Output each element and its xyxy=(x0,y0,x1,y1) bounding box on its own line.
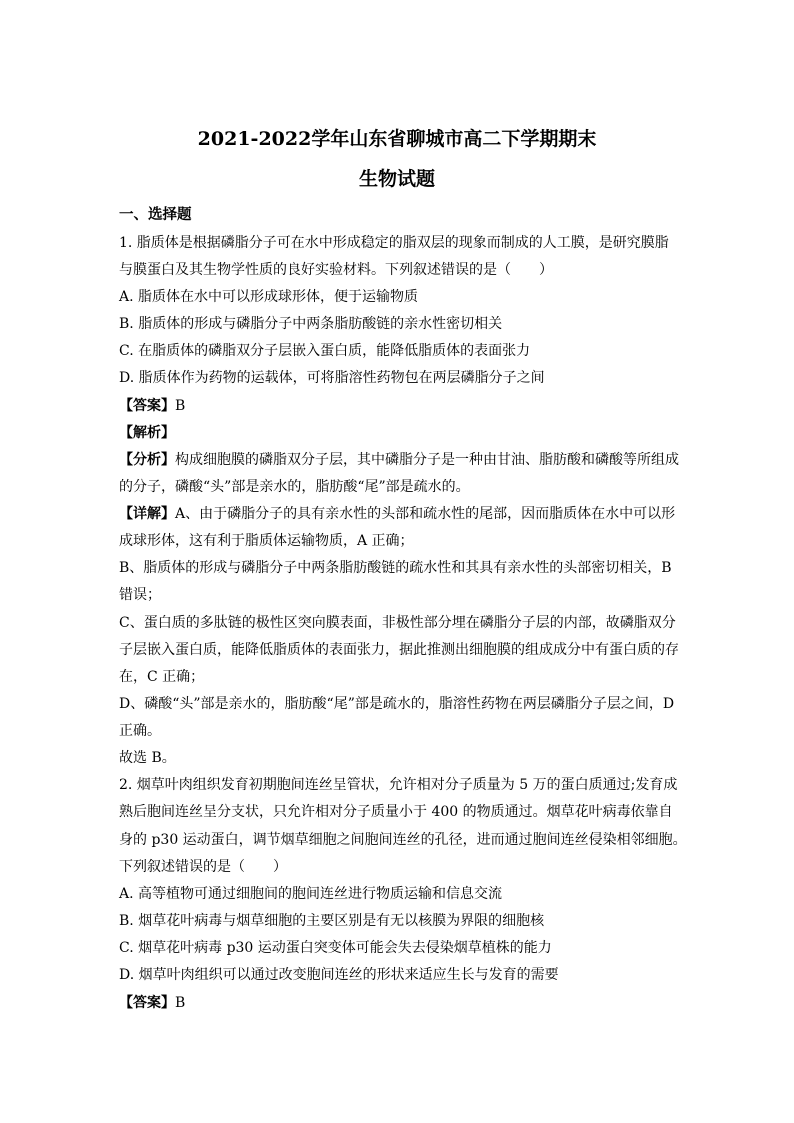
q2-answer xyxy=(119,993,679,1013)
q2-option-a: A. 高等植物可通过细胞间的胞间连丝进行物质运输和信息交流 xyxy=(119,886,503,902)
answer-value: B xyxy=(175,398,186,414)
q1-fenxi-line1 xyxy=(119,450,679,470)
document-subtitle: 生物试题 xyxy=(358,168,435,190)
q2-option-c: C. 烟草花叶病毒 p30 运动蛋白突变体可能会失去侵染烟草植株的能力 xyxy=(119,940,552,956)
q1-xiangjie-line6: 子层嵌入蛋白质，能降低脂质体的表面张力，据此推测出细胞膜的组成成分中有蛋白质的存 xyxy=(119,642,679,658)
fenxi-text: 构成细胞膜的磷脂双分子层，其中磷脂分子是一种由甘油、脂肪酸和磷酸等所组成 xyxy=(175,452,679,468)
q1-xiangjie-line5: C、蛋白质的多肽链的极性区突向膜表面，非极性部分埋在磷脂分子层的内部，故磷脂双分 xyxy=(119,615,676,631)
q2-stem-line3: 身的 p30 运动蛋白，调节烟草细胞之间胞间连丝的孔径，进而通过胞间连丝侵染相邻细胞。 xyxy=(119,832,687,848)
q1-option-d: D. 脂质体作为药物的运载体，可将脂溶性药物包在两层磷脂分子之间 xyxy=(119,370,545,386)
q1-answer xyxy=(119,396,679,416)
answer-tag: 【答案】 xyxy=(119,995,175,1011)
q1-xiangjie-line8: D、磷酸“头”部是亲水的，脂肪酸“尾”部是疏水的，脂溶性药物在两层磷脂分子层之间，D xyxy=(119,696,675,712)
q1-analysis-tag: 【解析】 xyxy=(119,425,175,441)
answer-tag: 【答案】 xyxy=(119,398,175,414)
q1-option-c: C. 在脂质体的磷脂双分子层嵌入蛋白质，能降低脂质体的表面张力 xyxy=(119,343,531,359)
q1-xiangjie-line4: 错误； xyxy=(119,587,161,603)
xiangjie-tag: 【详解】 xyxy=(119,506,175,522)
q1-option-b: B. 脂质体的形成与磷脂分子中两条脂肪酸链的亲水性密切相关 xyxy=(119,316,503,332)
q1-stem-line1: 1. 脂质体是根据磷脂分子可在水中形成稳定的脂双层的现象而制成的人工膜，是研究膜脂 xyxy=(119,235,669,251)
q1-xiangjie-line9: 正确。 xyxy=(119,723,161,739)
section-heading: 一、选择题 xyxy=(119,206,192,223)
q2-option-b: B. 烟草花叶病毒与烟草细胞的主要区别是有无以核膜为界限的细胞核 xyxy=(119,913,545,929)
q2-stem-line4: 下列叙述错误的是（ ） xyxy=(119,859,287,875)
q2-option-d: D. 烟草叶肉组织可以通过改变胞间连丝的形状来适应生长与发育的需要 xyxy=(119,967,559,983)
q1-fenxi-line2: 的分子，磷酸“头”部是亲水的，脂肪酸“尾”部是疏水的。 xyxy=(119,479,470,495)
q1-xiangjie-line1 xyxy=(119,504,679,524)
q2-stem-line1: 2. 烟草叶肉组织发育初期胞间连丝呈管状，允许相对分子质量为 5 万的蛋白质通过;发育成 xyxy=(119,777,678,793)
q1-option-a: A. 脂质体在水中可以形成球形体，便于运输物质 xyxy=(119,289,419,305)
fenxi-tag: 【分析】 xyxy=(119,452,175,468)
q1-xiangjie-line3: B、脂质体的形成与磷脂分子中两条脂肪酸链的疏水性和其具有亲水性的头部密切相关，B xyxy=(119,560,672,576)
q2-stem-line2: 熟后胞间连丝呈分支状，只允许相对分子质量小于 400 的物质通过。烟草花叶病毒依靠自 xyxy=(119,804,673,820)
q1-stem-line2: 与膜蛋白及其生物学性质的良好实验材料。下列叙述错误的是（ ） xyxy=(119,262,553,278)
q1-xiangjie-line2: 成球形体，这有利于脂质体运输物质，A 正确； xyxy=(119,533,414,549)
q1-xiangjie-line7: 在，C 正确； xyxy=(119,669,205,685)
q1-conclusion: 故选 B。 xyxy=(119,750,176,766)
xiangjie-text: A、由于磷脂分子的具有亲水性的头部和疏水性的尾部，因而脂质体在水中可以形 xyxy=(175,506,676,522)
answer-value: B xyxy=(175,995,186,1011)
document-title: 2021-2022学年山东省聊城市高二下学期期末 xyxy=(197,128,597,150)
